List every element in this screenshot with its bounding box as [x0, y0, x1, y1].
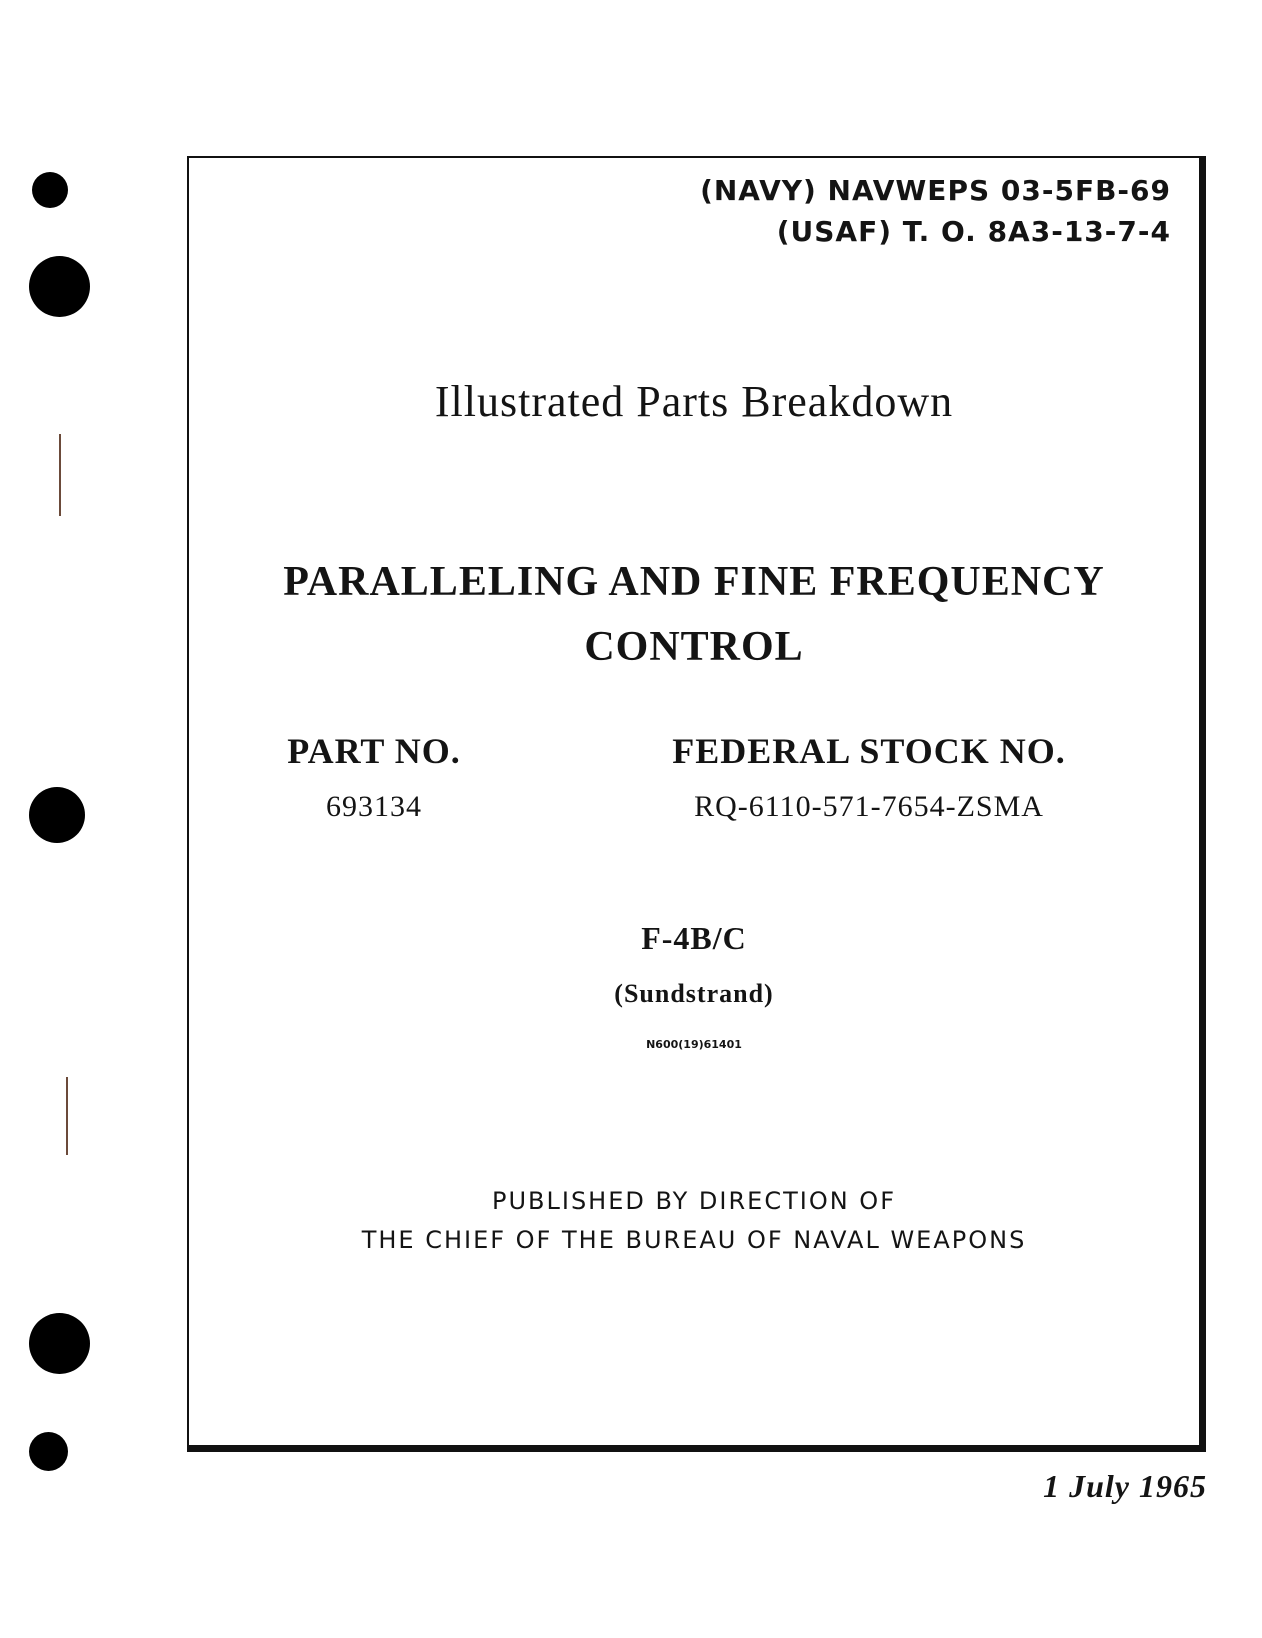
usaf-publication-number: (USAF) T. O. 8A3-13-7-4: [776, 215, 1171, 248]
federal-stock-value: RQ-6110-571-7654-ZSMA: [694, 790, 1044, 823]
federal-stock-label: FEDERAL STOCK NO.: [672, 731, 1066, 771]
cover-frame: [187, 156, 1206, 1452]
binder-hole: [29, 787, 85, 843]
publication-numbers: [700, 170, 1171, 252]
binder-hole: [29, 1432, 68, 1471]
document-subtitle: Illustrated Parts Breakdown: [434, 377, 954, 426]
document-code: N600(19)61401: [646, 1038, 742, 1051]
title-line-2: CONTROL: [584, 624, 804, 670]
binder-hole: [29, 1313, 90, 1374]
title-line-1: PARALLELING AND FINE FREQUENCY: [283, 559, 1105, 605]
navy-publication-number: (NAVY) NAVWEPS 03-5FB-69: [700, 174, 1171, 207]
aircraft-model: F-4B/C: [641, 920, 747, 956]
published-line-1: PUBLISHED BY DIRECTION OF: [491, 1187, 896, 1215]
part-number-value: 693134: [326, 790, 422, 823]
binder-hole: [29, 256, 90, 317]
part-number-label: PART NO.: [287, 731, 461, 771]
binding-mark: [66, 1077, 68, 1155]
publication-date: 1 July 1965: [1043, 1468, 1207, 1504]
published-line-2: THE CHIEF OF THE BUREAU OF NAVAL WEAPONS: [361, 1226, 1027, 1254]
binding-mark: [59, 434, 61, 516]
document-title: [189, 550, 1199, 680]
manufacturer: (Sundstrand): [614, 979, 774, 1008]
binder-hole: [32, 172, 68, 208]
publishing-authority: [189, 1182, 1199, 1260]
